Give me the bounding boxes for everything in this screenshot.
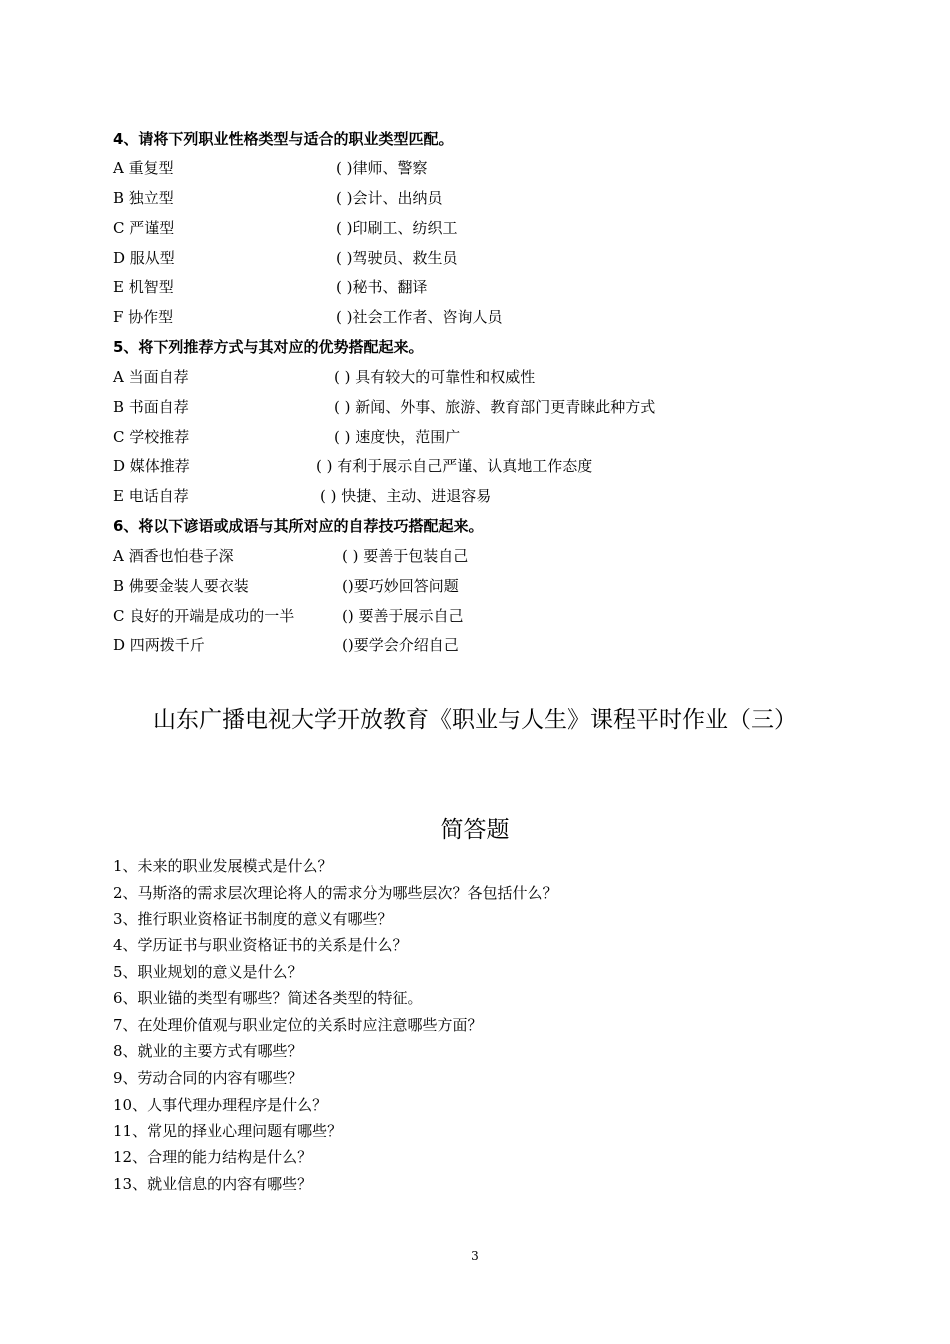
q4-option-c: C 严谨型 <box>113 219 175 237</box>
q5-option-a: A 当面自荐 <box>113 368 189 386</box>
q6-option-a: A 酒香也怕巷子深 <box>113 547 234 565</box>
q6-heading: 6、将以下谚语或成语与其所对应的自荐技巧搭配起来。 <box>113 517 484 535</box>
q4-match-3: ( )印刷工、纺织工 <box>336 219 458 237</box>
q4-match-5: ( )秘书、翻译 <box>336 278 428 296</box>
q5-match-5: ( ) 快捷、主动、进退容易 <box>320 487 492 505</box>
q6-match-1: ( ) 要善于包装自己 <box>342 547 469 565</box>
q4-heading: 4、请将下列职业性格类型与适合的职业类型匹配。 <box>113 130 454 148</box>
short-question-10: 10、人事代理办理程序是什么？ <box>113 1096 328 1114</box>
q5-match-4: ( ) 有利于展示自己严谨、认真地工作态度 <box>316 457 593 475</box>
q5-match-1: ( ) 具有较大的可靠性和权威性 <box>334 368 536 386</box>
q4-option-d: D 服从型 <box>113 249 175 267</box>
q5-option-b: B 书面自荐 <box>113 398 189 416</box>
q6-match-4: ()要学会介绍自己 <box>342 636 459 654</box>
q4-match-6: ( )社会工作者、咨询人员 <box>336 308 503 326</box>
short-question-2: 2、马斯洛的需求层次理论将人的需求分为哪些层次？各包括什么？ <box>113 884 558 902</box>
page-number: 3 <box>471 1249 479 1263</box>
short-question-4: 4、学历证书与职业资格证书的关系是什么？ <box>113 936 408 954</box>
section-title: 山东广播电视大学开放教育《职业与人生》课程平时作业（三） <box>153 707 797 733</box>
q4-option-f: F 协作型 <box>113 308 174 326</box>
q5-option-d: D 媒体推荐 <box>113 457 190 475</box>
q6-option-c: C 良好的开端是成功的一半 <box>113 607 295 625</box>
q6-option-d: D 四两拨千斤 <box>113 636 205 654</box>
section-subtitle: 简答题 <box>440 817 510 843</box>
q6-option-b: B 佛要金装人要衣装 <box>113 577 249 595</box>
short-question-9: 9、劳动合同的内容有哪些？ <box>113 1069 303 1087</box>
q4-option-e: E 机智型 <box>113 278 174 296</box>
short-question-7: 7、在处理价值观与职业定位的关系时应注意哪些方面？ <box>113 1016 483 1034</box>
q4-option-b: B 独立型 <box>113 189 174 207</box>
short-question-11: 11、常见的择业心理问题有哪些？ <box>113 1122 343 1140</box>
short-question-6: 6、职业锚的类型有哪些？简述各类型的特征。 <box>113 989 423 1007</box>
q6-match-2: ()要巧妙回答问题 <box>342 577 459 595</box>
q5-match-2: ( ) 新闻、外事、旅游、教育部门更青睐此种方式 <box>334 398 656 416</box>
short-question-3: 3、推行职业资格证书制度的意义有哪些？ <box>113 910 393 928</box>
q5-heading: 5、将下列推荐方式与其对应的优势搭配起来。 <box>113 338 424 356</box>
q4-match-2: ( )会计、出纳员 <box>336 189 443 207</box>
q6-match-3: () 要善于展示自己 <box>342 607 464 625</box>
q5-match-3: ( ) 速度快，范围广 <box>334 428 461 446</box>
q4-option-a: A 重复型 <box>113 159 174 177</box>
short-question-5: 5、职业规划的意义是什么？ <box>113 963 303 981</box>
q5-option-e: E 电话自荐 <box>113 487 189 505</box>
short-question-1: 1、未来的职业发展模式是什么？ <box>113 857 333 875</box>
short-question-8: 8、就业的主要方式有哪些？ <box>113 1042 303 1060</box>
short-question-13: 13、就业信息的内容有哪些？ <box>113 1175 313 1193</box>
q4-match-1: ( )律师、警察 <box>336 159 428 177</box>
q5-option-c: C 学校推荐 <box>113 428 190 446</box>
short-question-12: 12、合理的能力结构是什么？ <box>113 1148 313 1166</box>
q4-match-4: ( )驾驶员、救生员 <box>336 249 458 267</box>
